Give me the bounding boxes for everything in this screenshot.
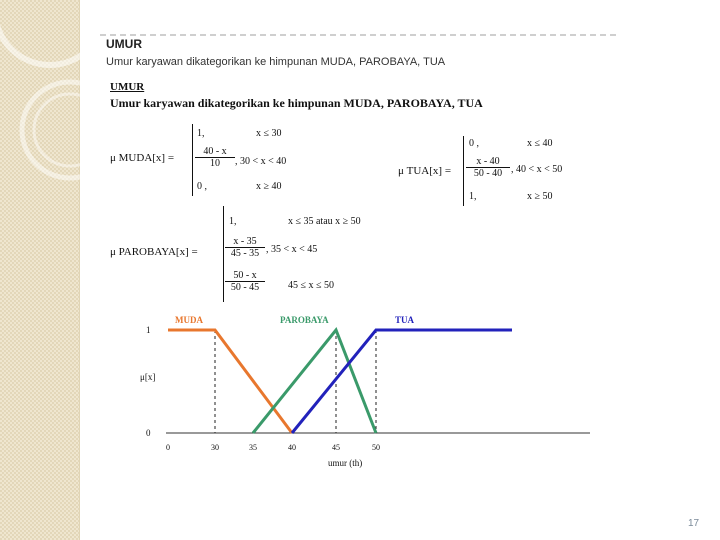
page-number: 17 xyxy=(688,518,700,529)
series-label-muda: MUDA xyxy=(175,315,203,325)
series-labels xyxy=(175,315,415,325)
formula-tua-case3-condition: x ≥ 50 xyxy=(527,191,553,202)
formula-muda-name: μ MUDA[x] = xyxy=(110,152,175,164)
formula-muda-case3-condition: x ≥ 40 xyxy=(256,181,282,192)
x-tick-label-35: 35 xyxy=(249,443,257,452)
formula-parobaya-case3-denominator: 50 - 45 xyxy=(230,282,260,293)
series-label-tua: TUA xyxy=(395,315,415,325)
x-tick-label-30: 30 xyxy=(211,443,219,452)
x-tick-label-45: 45 xyxy=(332,443,340,452)
x-tick-label-40: 40 xyxy=(288,443,296,452)
formula-parobaya-name: μ PAROBAYA[x] = xyxy=(110,246,198,258)
formula-muda-case2-denominator: 10 xyxy=(210,158,220,169)
formula-muda-case1-condition: x ≤ 30 xyxy=(256,128,282,139)
series-label-parobaya: PAROBAYA xyxy=(280,315,329,325)
figure-title: UMUR xyxy=(110,81,145,93)
series-line-muda xyxy=(168,330,292,433)
formula-parobaya-case3-condition: 45 ≤ x ≤ 50 xyxy=(288,280,334,291)
formula-muda-case1-value: 1, xyxy=(197,128,205,139)
y-tick-label-1: 1 xyxy=(146,325,151,335)
y-axis-label: μ[x] xyxy=(140,372,156,382)
slide-subtitle: Umur karyawan dikategorikan ke himpunan MUDA, PAROBAYA, TUA xyxy=(106,56,446,68)
figure-subtitle: Umur karyawan dikategorikan ke himpunan MUDA, PAROBAYA, TUA xyxy=(110,96,483,110)
slide-title: UMUR xyxy=(106,37,142,51)
formula-tua-case1-condition: x ≤ 40 xyxy=(527,138,553,149)
formula-tua-case2-numerator: x - 40 xyxy=(466,156,510,168)
formula-parobaya-case1-condition: x ≤ 35 atau x ≥ 50 xyxy=(288,216,361,227)
formula-tua-case2-condition: , 40 < x < 50 xyxy=(511,164,563,175)
formula-muda-case2-condition: , 30 < x < 40 xyxy=(235,156,287,167)
formula-parobaya-case2-condition: , 35 < x < 45 xyxy=(266,244,318,255)
x-tick-label-0: 0 xyxy=(166,443,170,452)
x-tick-label-50: 50 xyxy=(372,443,380,452)
formula-parobaya-case1-value: 1, xyxy=(229,216,237,227)
y-tick-label-0: 0 xyxy=(146,428,151,438)
formula-tua-case2-denominator: 50 - 40 xyxy=(473,168,503,179)
series-lines xyxy=(168,330,512,433)
formula-tua-name: μ TUA[x] = xyxy=(398,165,452,177)
formula-muda-case2-numerator: 40 - x xyxy=(195,146,235,158)
formula-parobaya-case2-numerator: x - 35 xyxy=(225,236,265,248)
series-line-parobaya xyxy=(253,330,376,433)
formula-muda-case3-value: 0 , xyxy=(197,181,207,192)
formula-parobaya-case3-numerator: 50 - x xyxy=(225,270,265,282)
x-tick-labels xyxy=(166,443,380,452)
formula-tua-case1-value: 0 , xyxy=(469,138,479,149)
formula-tua-case3-value: 1, xyxy=(469,191,477,202)
formula-parobaya-case2-denominator: 45 - 35 xyxy=(230,248,260,259)
x-axis-label: umur (th) xyxy=(328,458,363,468)
